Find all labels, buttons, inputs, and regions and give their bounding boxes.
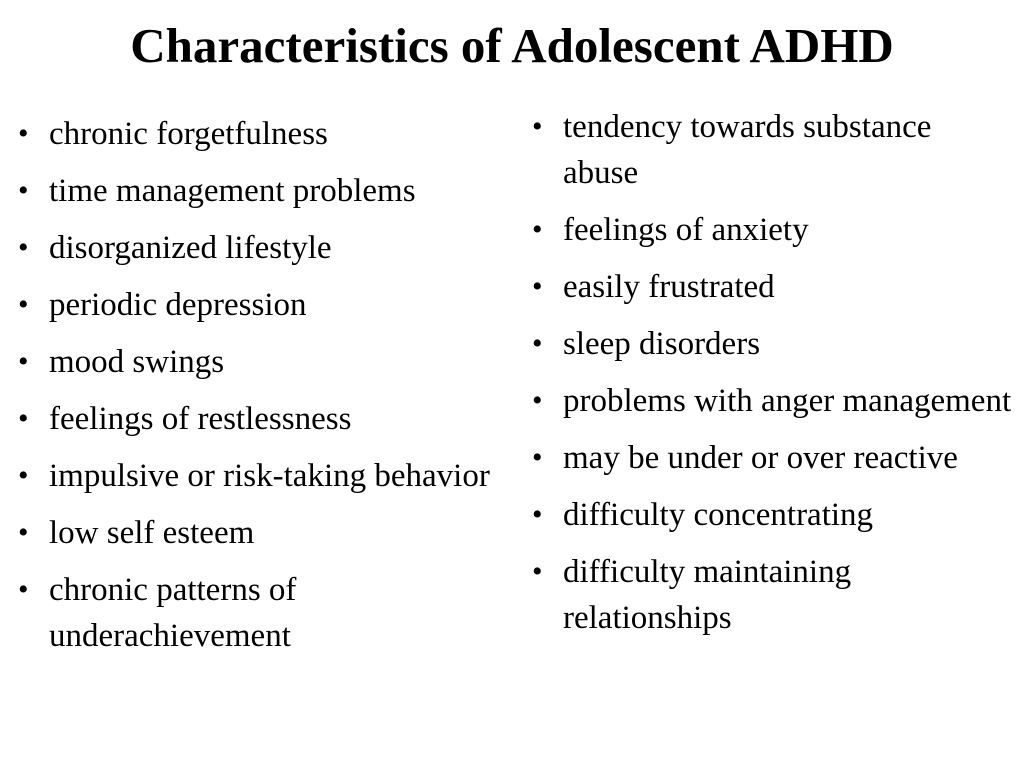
list-item-text: feelings of restlessness <box>49 401 352 437</box>
list-item-text: easily frustrated <box>563 269 775 305</box>
bullet-icon: • <box>18 231 29 264</box>
list-item-text: chronic forgetfulness <box>49 116 328 152</box>
list-item-text: disorganized lifestyle <box>49 230 332 266</box>
list-item-text: periodic depression <box>49 287 307 323</box>
list-item <box>18 225 508 271</box>
bullet-icon: • <box>18 174 29 207</box>
list-item-text: impulsive or risk-taking behavior <box>49 458 490 494</box>
list-item-text: time management problems <box>49 173 416 209</box>
list-item <box>532 492 1012 538</box>
list-item-text: low self esteem <box>49 515 255 551</box>
list-item-text: mood swings <box>49 344 225 380</box>
list-item-text: feelings of anxiety <box>563 212 809 248</box>
bullet-icon: • <box>532 270 543 303</box>
list-item <box>532 264 1012 310</box>
list-item <box>18 567 508 659</box>
bullet-icon: • <box>532 110 543 143</box>
list-item <box>18 453 508 499</box>
list-item <box>18 396 508 442</box>
list-item-text: difficulty concentrating <box>563 497 874 533</box>
list-item <box>532 207 1012 253</box>
left-bullet-list <box>18 111 508 670</box>
list-item <box>18 282 508 328</box>
list-item <box>532 321 1012 367</box>
list-item <box>532 435 1012 481</box>
list-item <box>532 378 1012 424</box>
list-item-text: problems with anger management <box>563 383 1012 419</box>
bullet-icon: • <box>18 459 29 492</box>
bullet-icon: • <box>532 327 543 360</box>
bullet-icon: • <box>532 384 543 417</box>
list-item-text: difficulty maintaining relationships <box>563 554 852 636</box>
list-item-text: sleep disorders <box>563 326 761 362</box>
list-item-text: tendency towards substance abuse <box>563 109 932 191</box>
list-item <box>18 111 508 157</box>
bullet-icon: • <box>18 573 29 606</box>
bullet-icon: • <box>18 345 29 378</box>
list-item-text: may be under or over reactive <box>563 440 958 476</box>
bullet-icon: • <box>532 213 543 246</box>
list-item <box>18 168 508 214</box>
slide-title: Characteristics of Adolescent ADHD <box>130 18 894 73</box>
bullet-icon: • <box>532 441 543 474</box>
right-bullet-list <box>532 104 1012 652</box>
bullet-icon: • <box>18 117 29 150</box>
list-item <box>532 549 1012 641</box>
bullet-icon: • <box>532 555 543 588</box>
bullet-icon: • <box>18 288 29 321</box>
list-item <box>18 339 508 385</box>
list-item-text: chronic patterns of underachievement <box>49 572 297 654</box>
list-item <box>532 104 1012 196</box>
bullet-icon: • <box>532 498 543 531</box>
list-item <box>18 510 508 556</box>
bullet-icon: • <box>18 402 29 435</box>
bullet-icon: • <box>18 516 29 549</box>
